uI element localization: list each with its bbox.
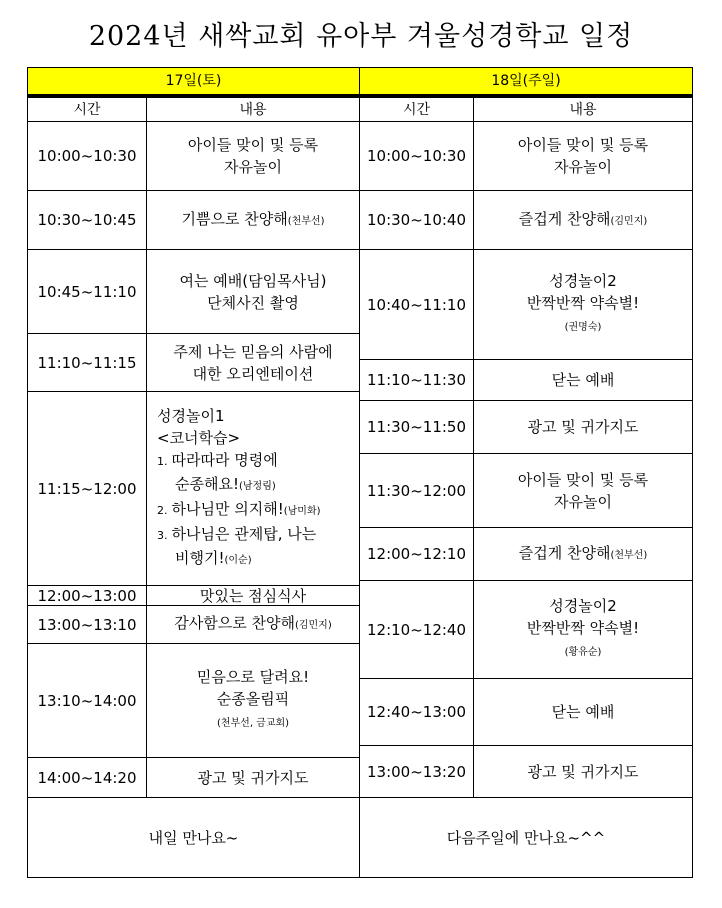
time-cell: 10:00~10:30 <box>359 121 474 191</box>
content-cell <box>473 121 693 191</box>
content-line: 자유놀이 <box>554 158 612 176</box>
leader-note: (이순) <box>224 555 252 566</box>
item-text: 하나님은 관제탑, 나는 <box>171 525 317 543</box>
content-text: 감사함으로 찬양해 <box>174 614 295 632</box>
leader-note: (황유순) <box>564 647 602 658</box>
time-column-header: 시간 <box>27 97 147 122</box>
leader-note: (남미화) <box>283 506 321 517</box>
time-cell: 14:00~14:20 <box>27 757 147 798</box>
content-text: 광고 및 귀가지도 <box>527 418 639 436</box>
leader-note: (남정림) <box>238 481 276 492</box>
leader-note: (김민지) <box>294 620 332 631</box>
time-cell: 11:10~11:30 <box>359 359 474 401</box>
content-cell <box>146 605 360 644</box>
time-cell: 13:00~13:10 <box>27 605 147 644</box>
content-cell <box>473 190 693 250</box>
content-text: 즐겁게 찬양해 <box>518 543 611 562</box>
content-line: 여는 예배(담임목사님) <box>179 271 327 290</box>
time-cell: 12:00~12:10 <box>359 527 474 581</box>
content-line: 아이들 맞이 및 등록 <box>187 136 319 154</box>
content-cell <box>473 745 693 798</box>
content-cell <box>146 190 360 250</box>
time-cell: 10:30~10:45 <box>27 190 147 250</box>
content-cell <box>146 333 360 392</box>
content-text: 닫는 예배 <box>551 371 615 389</box>
content-line: 반짝반짝 약속별! <box>526 294 640 312</box>
item-number: 2. <box>157 504 168 517</box>
content-cell <box>473 400 693 454</box>
content-cell <box>146 585 360 606</box>
content-line: 대한 오리엔테이션 <box>192 364 314 383</box>
content-line: 반짝반짝 약속별! <box>526 619 640 637</box>
time-cell: 10:40~11:10 <box>359 249 474 360</box>
content-line: 자유놀이 <box>554 492 612 511</box>
content-cell <box>146 249 360 334</box>
time-cell: 11:10~11:15 <box>27 333 147 392</box>
content-cell <box>146 643 360 758</box>
content-text: 닫는 예배 <box>551 703 615 721</box>
content-text: 광고 및 귀가지도 <box>527 762 639 781</box>
content-text: 맛있는 점심식사 <box>199 586 307 605</box>
content-cell <box>473 249 693 360</box>
content-text: 광고 및 귀가지도 <box>197 768 309 787</box>
content-cell <box>473 580 693 679</box>
day-header: 18일(주일) <box>359 67 693 97</box>
content-line: <코너학습> <box>157 429 241 447</box>
time-cell: 13:00~13:20 <box>359 745 474 798</box>
content-text: 기쁨으로 찬양해 <box>181 209 288 228</box>
time-cell: 12:40~13:00 <box>359 678 474 746</box>
item-text: 하나님만 의지해! <box>171 500 284 518</box>
leader-note: (김민지) <box>610 215 648 227</box>
day-header: 17일(토) <box>27 67 360 97</box>
content-text: 즐겁게 찬양해 <box>518 209 611 228</box>
item-number: 1. <box>157 455 168 468</box>
leader-note: (권명숙) <box>564 322 602 333</box>
content-cell <box>146 757 360 798</box>
content-cell <box>473 527 693 581</box>
content-cell <box>473 678 693 746</box>
content-line: 아이들 맞이 및 등록 <box>517 470 649 489</box>
footer-message: 내일 만나요~ <box>27 797 360 878</box>
item-text: 순종해요! <box>175 475 239 493</box>
content-line: 순종올림픽 <box>216 690 290 708</box>
item-text: 비행기! <box>175 549 225 567</box>
leader-note: (천부선) <box>610 549 648 561</box>
content-line: 아이들 맞이 및 등록 <box>517 136 649 154</box>
time-cell: 10:30~10:40 <box>359 190 474 250</box>
page-title: 2024년 새싹교회 유아부 겨울성경학교 일정 <box>88 21 634 52</box>
content-column-header: 내용 <box>146 97 360 122</box>
content-line: 성경놀이2 <box>549 272 617 290</box>
content-cell <box>146 391 360 586</box>
item-number: 3. <box>157 529 168 542</box>
content-line: 단체사진 촬영 <box>207 293 299 312</box>
content-cell <box>473 453 693 528</box>
time-cell: 13:10~14:00 <box>27 643 147 758</box>
item-text: 따라따라 명령에 <box>171 451 278 469</box>
time-cell: 11:30~12:00 <box>359 453 474 528</box>
content-line: 성경놀이1 <box>157 407 225 425</box>
time-cell: 12:10~12:40 <box>359 580 474 679</box>
content-column-header: 내용 <box>473 97 693 122</box>
time-cell: 11:15~12:00 <box>27 391 147 586</box>
content-cell <box>146 121 360 191</box>
leader-note: (천부선, 금교회) <box>216 718 290 729</box>
footer-message: 다음주일에 만나요~^^ <box>359 797 693 878</box>
content-line: 주제 나는 믿음의 사람에 <box>173 342 333 361</box>
time-column-header: 시간 <box>359 97 474 122</box>
time-cell: 10:00~10:30 <box>27 121 147 191</box>
content-line: 자유놀이 <box>224 158 282 176</box>
time-cell: 11:30~11:50 <box>359 400 474 454</box>
content-cell <box>473 359 693 401</box>
time-cell: 10:45~11:10 <box>27 249 147 334</box>
time-cell: 12:00~13:00 <box>27 585 147 606</box>
content-line: 믿음으로 달려요! <box>196 668 310 686</box>
content-line: 성경놀이2 <box>549 597 617 615</box>
leader-note: (천부선) <box>287 215 325 227</box>
